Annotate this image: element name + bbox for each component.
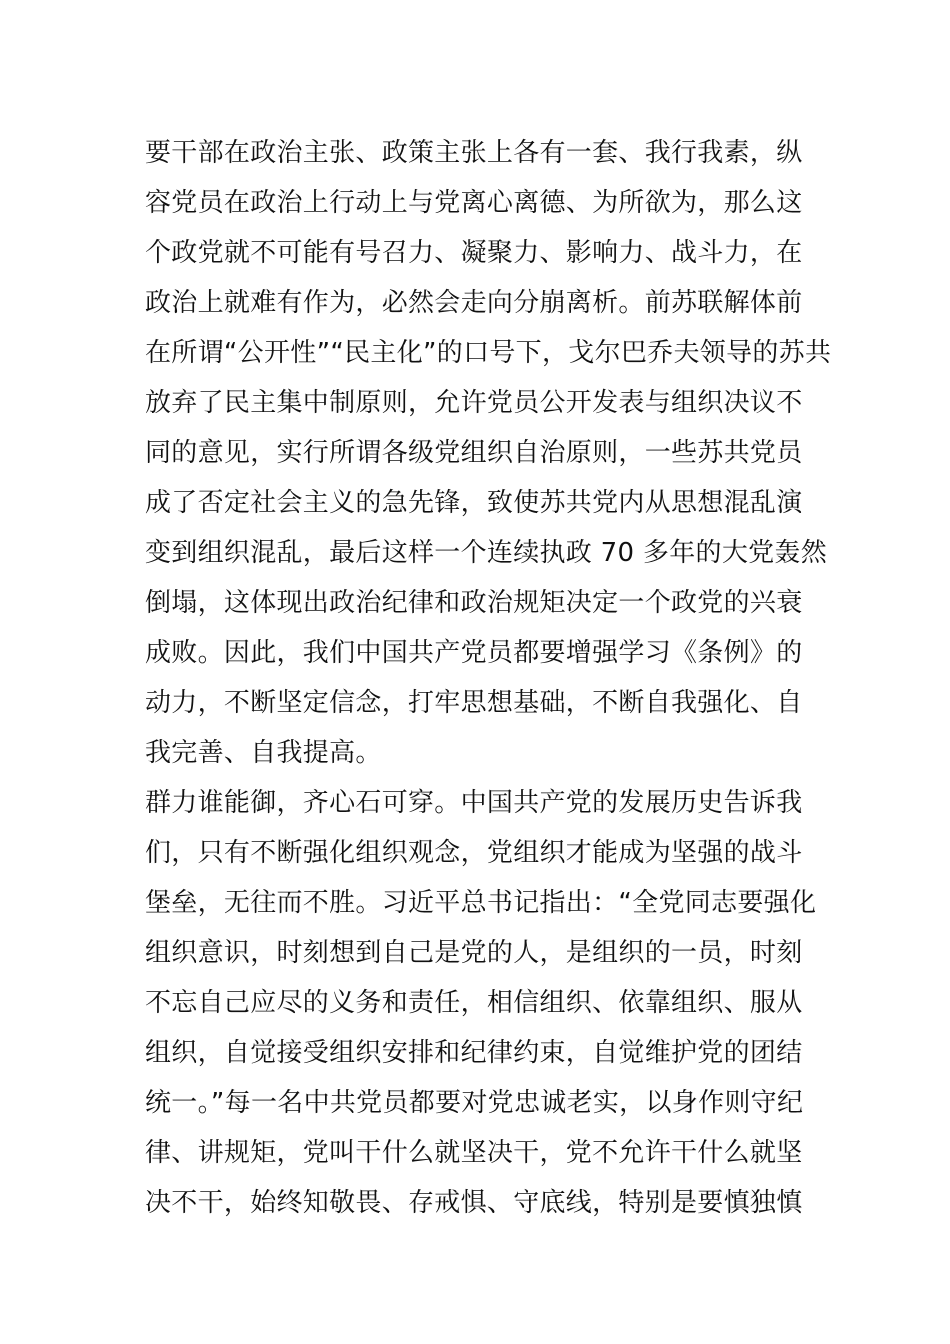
text-line: 组织意识，时刻想到自己是党的人，是组织的一员，时刻 — [145, 938, 803, 968]
text-line: 组织，自觉接受组织安排和纪律约束，自觉维护党的团结 — [145, 1038, 803, 1068]
text-line: 在所谓“公开性”“民主化”的口号下，戈尔巴乔夫领导的苏共 — [145, 338, 832, 368]
text-line: 不忘自己应尽的义务和责任，相信组织、依靠组织、服从 — [145, 988, 803, 1018]
text-line: 容党员在政治上行动上与党离心离德、为所欲为，那么这 — [145, 188, 803, 218]
text-line: 成了否定社会主义的急先锋，致使苏共党内从思想混乱演 — [145, 488, 803, 518]
text-line: 个政党就不可能有号召力、凝聚力、影响力、战斗力，在 — [145, 238, 803, 268]
text-line: 我完善、自我提高。 — [145, 738, 382, 768]
text-line: 同的意见，实行所谓各级党组织自治原则，一些苏共党员 — [145, 438, 803, 468]
text-line: 动力，不断坚定信念，打牢思想基础，不断自我强化、自 — [145, 688, 803, 718]
text-line: 政治上就难有作为，必然会走向分崩离析。前苏联解体前 — [145, 288, 803, 318]
text-line: 要干部在政治主张、政策主张上各有一套、我行我素，纵 — [145, 138, 803, 168]
text-line: 们，只有不断强化组织观念，党组织才能成为坚强的战斗 — [145, 838, 803, 868]
text-line: 统一。”每一名中共党员都要对党忠诚老实，以身作则守纪 — [145, 1088, 804, 1118]
text-line: 倒塌，这体现出政治纪律和政治规矩决定一个政党的兴衰 — [145, 588, 803, 618]
text-line: 变到组织混乱，最后这样一个连续执政 70 多年的大党轰然 — [145, 538, 828, 568]
text-line: 堡垒，无往而不胜。习近平总书记指出：“全党同志要强化 — [145, 888, 817, 918]
text-line: 成败。因此，我们中国共产党员都要增强学习《条例》的 — [145, 638, 803, 668]
text-line: 群力谁能御，齐心石可穿。中国共产党的发展历史告诉我 — [145, 788, 803, 818]
text-line: 律、讲规矩，党叫干什么就坚决干，党不允许干什么就坚 — [145, 1138, 803, 1168]
body-text — [145, 128, 832, 1228]
text-line: 决不干，始终知敬畏、存戒惧、守底线，特别是要慎独慎 — [145, 1188, 803, 1218]
text-line: 放弃了民主集中制原则，允许党员公开发表与组织决议不 — [145, 388, 803, 418]
